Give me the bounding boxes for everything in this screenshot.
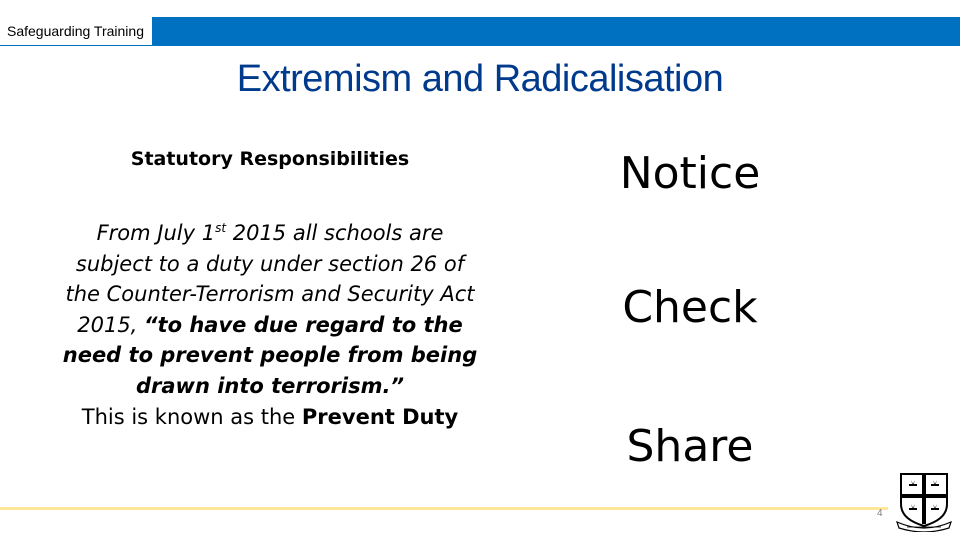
statutory-text-part1: From July 1 (96, 221, 216, 245)
share-label: Share (626, 421, 754, 472)
statutory-text-sup: st (215, 221, 227, 235)
slide-title: Extremism and Radicalisation (236, 58, 724, 100)
prevent-duty-label: Prevent Duty (301, 405, 459, 429)
prevent-duty-prefix: This is known as the (81, 405, 302, 429)
header-bar (0, 17, 960, 46)
statutory-section (60, 148, 480, 429)
header-label: Safeguarding Training (0, 17, 152, 46)
statutory-heading: Statutory Responsibilities (130, 148, 410, 170)
school-crest-icon (893, 470, 955, 532)
page-number: 4 (877, 508, 883, 519)
statutory-quote: “to have due regard to the need to prevent people from being drawn into terrorism.” (62, 312, 478, 398)
footer-rule (0, 507, 888, 510)
check-label: Check (622, 282, 758, 333)
prevent-duty-line (60, 405, 480, 429)
statutory-text (60, 218, 480, 401)
notice-label: Notice (619, 148, 761, 199)
statutory-text-part2: 2015 all schools are subject to a duty under section 26 of the Counter-Terrorism and Security Act 2015, (65, 221, 475, 337)
